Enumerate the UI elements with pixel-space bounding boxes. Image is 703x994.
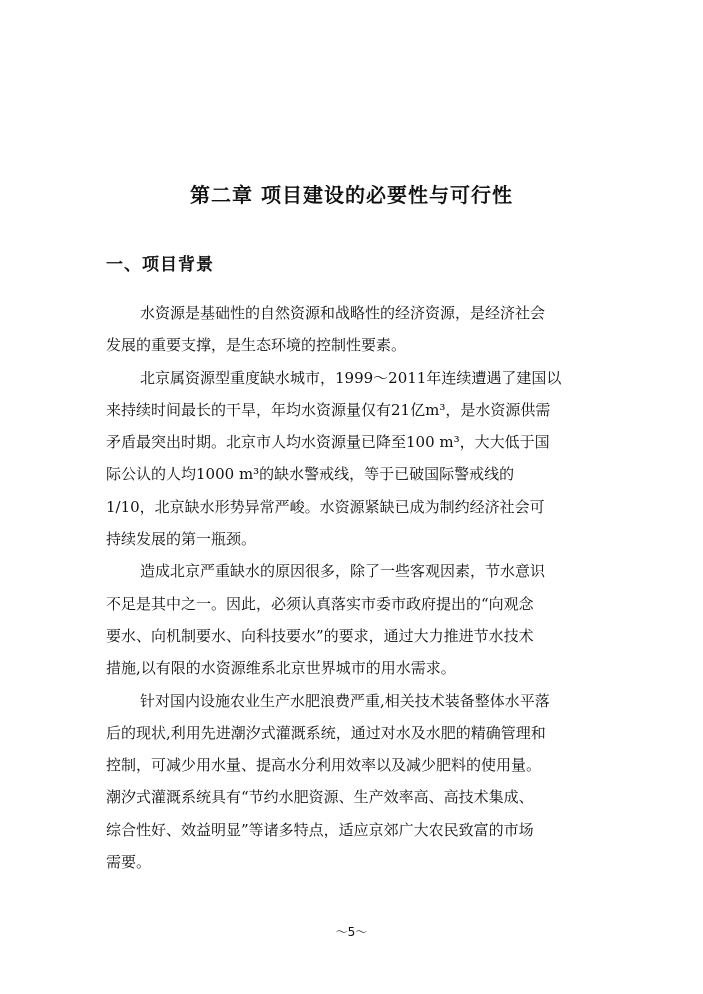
- paragraph-line: 持续发展的第一瓶颈。: [106, 530, 257, 549]
- paragraph-3: [106, 555, 592, 684]
- page-number: ～5～: [335, 925, 368, 939]
- paragraph-1: [106, 297, 592, 362]
- paragraph-line: 发展的重要支撑，是生态环境的控制性要素。: [106, 336, 407, 355]
- paragraph-line: 针对国内设施农业生产水肥浪费严重,相关技术装备整体水平落: [140, 691, 550, 710]
- paragraph-line: 来持续时间最长的干旱，年均水资源量仅有21亿m³，是水资源供需: [106, 400, 551, 419]
- paragraph-4: [106, 685, 592, 879]
- paragraph-line: 后的现状,利用先进潮汐式灌溉系统，通过对水及水肥的精确管理和: [106, 723, 546, 742]
- paragraph-line: 矛盾最突出时期。北京市人均水资源量已降至100 m³，大大低于国: [106, 433, 550, 452]
- paragraph-line: 综合性好、效益明显”等诸多特点，适应京郊广大农民致富的市场: [106, 820, 534, 839]
- paragraph-line: 水资源是基础性的自然资源和战略性的经济资源，是经济社会: [140, 304, 546, 322]
- paragraph-line: 不足是其中之一。因此，必须认真落实市委市政府提出的“向观念: [106, 594, 534, 613]
- paragraph-line: 措施,以有限的水资源维系北京世界城市的用水需求。: [106, 659, 456, 678]
- paragraph-line: 潮汐式灌溉系统具有“节约水肥资源、生产效率高、高技术集成、: [106, 788, 534, 807]
- section-heading: 一、项目背景: [106, 255, 214, 275]
- paragraph-line: 际公认的人均1000 m³的缺水警戒线，等于已破国际警戒线的: [106, 465, 515, 484]
- paragraph-2: [106, 362, 592, 556]
- paragraph-line: 控制，可减少用水量、提高水分利用效率以及减少肥料的使用量。: [106, 756, 542, 775]
- paragraph-line: 要水、向机制要水、向科技要水”的要求，通过大力推进节水技术: [106, 626, 534, 645]
- chapter-title: 第二章 项目建设的必要性与可行性: [190, 183, 513, 207]
- paragraph-line: 1/10，北京缺水形势异常严峻。水资源紧缺已成为制约经济社会可: [106, 497, 545, 516]
- paragraph-line: 北京属资源型重度缺水城市，1999～2011年连续遭遇了建国以: [140, 368, 562, 387]
- paragraph-line: 造成北京严重缺水的原因很多，除了一些客观因素，节水意识: [140, 562, 546, 581]
- paragraph-line: 需要。: [106, 853, 152, 872]
- body-text: [106, 297, 592, 878]
